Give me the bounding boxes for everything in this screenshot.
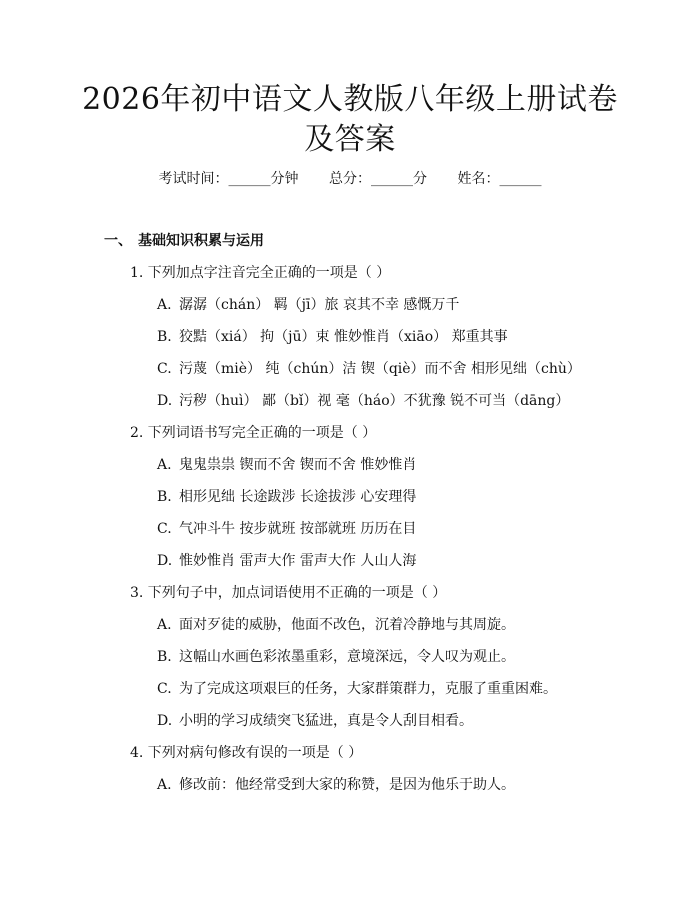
- question-option: [157, 390, 569, 410]
- question-stem: 4. 下列对病句修改有误的一项是（ ）: [130, 745, 363, 761]
- option-text: 惟妙惟肖 雷声大作 雷声大作 人山人海: [179, 553, 417, 569]
- option-text: 污秽（huì） 鄙（bǐ）视 毫（háo）不犹豫 锐不可当（dāng）: [179, 393, 570, 409]
- option-letter: B.: [157, 329, 172, 345]
- section-heading: [104, 230, 264, 250]
- question-option: [157, 486, 416, 506]
- section-number: 一、: [104, 233, 132, 249]
- question-option: [157, 678, 557, 698]
- option-text: 这幅山水画色彩浓墨重彩，意境深远，令人叹为观止。: [179, 649, 515, 665]
- option-text: 鬼鬼祟祟 锲而不舍 锲而不舍 惟妙惟肖: [179, 457, 417, 473]
- question-option: [157, 550, 416, 570]
- exam-meta: [0, 168, 700, 188]
- option-text: 为了完成这项艰巨的任务，大家群策群力，克服了重重困难。: [179, 681, 557, 697]
- option-text: 气冲斗牛 按步就班 按部就班 历历在目: [179, 521, 417, 537]
- exam-title: 2026年初中语文人教版八年级上册试卷及答案: [82, 82, 618, 157]
- option-text: 潺潺（chán） 羁（jī）旅 哀其不幸 感慨万千: [179, 297, 460, 313]
- option-letter: C.: [157, 361, 172, 377]
- name-field: 姓名：______: [457, 171, 542, 187]
- option-letter: D.: [157, 713, 173, 729]
- option-letter: C.: [157, 681, 172, 697]
- option-letter: A.: [157, 617, 172, 633]
- question-option: [157, 614, 515, 634]
- total-score-field: 总分：______分: [329, 171, 427, 187]
- question-stem: 2. 下列词语书写完全正确的一项是（ ）: [130, 425, 377, 441]
- option-text: 修改前：他经常受到大家的称赞，是因为他乐于助人。: [179, 777, 515, 793]
- option-text: 污蔑（miè） 纯（chún）洁 锲（qiè）而不舍 相形见绌（chù）: [179, 361, 581, 377]
- question-stem: 3. 下列句子中，加点词语使用不正确的一项是（ ）: [130, 585, 447, 601]
- section-title: 基础知识积累与运用: [138, 233, 264, 249]
- option-text: 相形见绌 长途跋涉 长途拔涉 心安理得: [179, 489, 417, 505]
- option-letter: C.: [157, 521, 172, 537]
- question-stem: 1. 下列加点字注音完全正确的一项是（ ）: [130, 265, 391, 281]
- option-text: 狡黠（xiá） 拘（jū）束 惟妙惟肖（xiāo） 郑重其事: [179, 329, 508, 345]
- option-text: 小明的学习成绩突飞猛进，真是令人刮目相看。: [179, 713, 473, 729]
- option-letter: A.: [157, 457, 172, 473]
- option-letter: B.: [157, 649, 172, 665]
- exam-time-field: 考试时间：______分钟: [158, 171, 299, 187]
- option-letter: B.: [157, 489, 172, 505]
- option-text: 面对歹徒的威胁，他面不改色，沉着冷静地与其周旋。: [179, 617, 515, 633]
- question-option: [157, 454, 416, 474]
- option-letter: A.: [157, 297, 172, 313]
- option-letter: A.: [157, 777, 172, 793]
- question-option: [157, 518, 416, 538]
- question-option: [157, 646, 515, 666]
- question-option: [157, 774, 515, 794]
- question-option: [157, 294, 459, 314]
- option-letter: D.: [157, 393, 173, 409]
- question-option: [157, 358, 581, 378]
- option-letter: D.: [157, 553, 173, 569]
- question-option: [157, 710, 473, 730]
- question-option: [157, 326, 508, 346]
